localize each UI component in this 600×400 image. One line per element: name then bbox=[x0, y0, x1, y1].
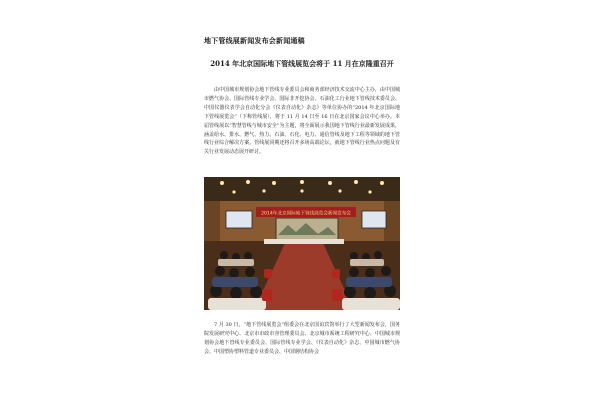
press-conference-photo-graphic bbox=[204, 177, 400, 310]
article-title: 2014 年北京国际地下管线展览会将于 11 月在京隆重召开 bbox=[210, 59, 394, 68]
article-paragraph-2: 7 月 30 日，“地下管线展览会”组委会在北京国谊宾馆举行了大型新闻发布会，国务院发展研究中心、北京市市政市容管理委员会、北京城市系统工程研究中心、中国城市规划协会地下管线专业委员会、国际管线专业学会、《仪表自动化》杂志、中国城市燃气协会、中国塑协塑料管道专业委员会、中国钢结构协会 bbox=[204, 322, 400, 355]
banner-text: 2014年北京国际地下管线展览会新闻发布会 bbox=[261, 211, 351, 217]
press-conference-photo bbox=[204, 177, 400, 310]
header-title: 地下管线展新闻发布会新闻通稿 bbox=[204, 36, 305, 45]
article-paragraph-1: 由中国城市规划协会地下管线专业委员会和商务部经济技术交流中心主办，由中国城市燃气协会、国际管线专业学会、国际非开挖协会、石油化工行业地下管线技术委员会、中国仪器仪表学会自动化分会《仪表自动化》杂志》等单位协办的“2014 年北京国际地下管线展览会”（下称管线展），将于 11 月 14 日至 16 日在北京国家会议中心举办。本届管线展以“智慧管线与城市安全”为主题，将全面展示我国地下管线行业最新发展成果，涵盖给水、排水、燃气、热力、石油、石化、电力、通信管线及地下工程等领域的地下管线行业综合解决方案。管线展同期还将召开多场高端论坛，就地下管线行业热点问题及有关行业发展动态展开研讨。 bbox=[204, 87, 400, 156]
